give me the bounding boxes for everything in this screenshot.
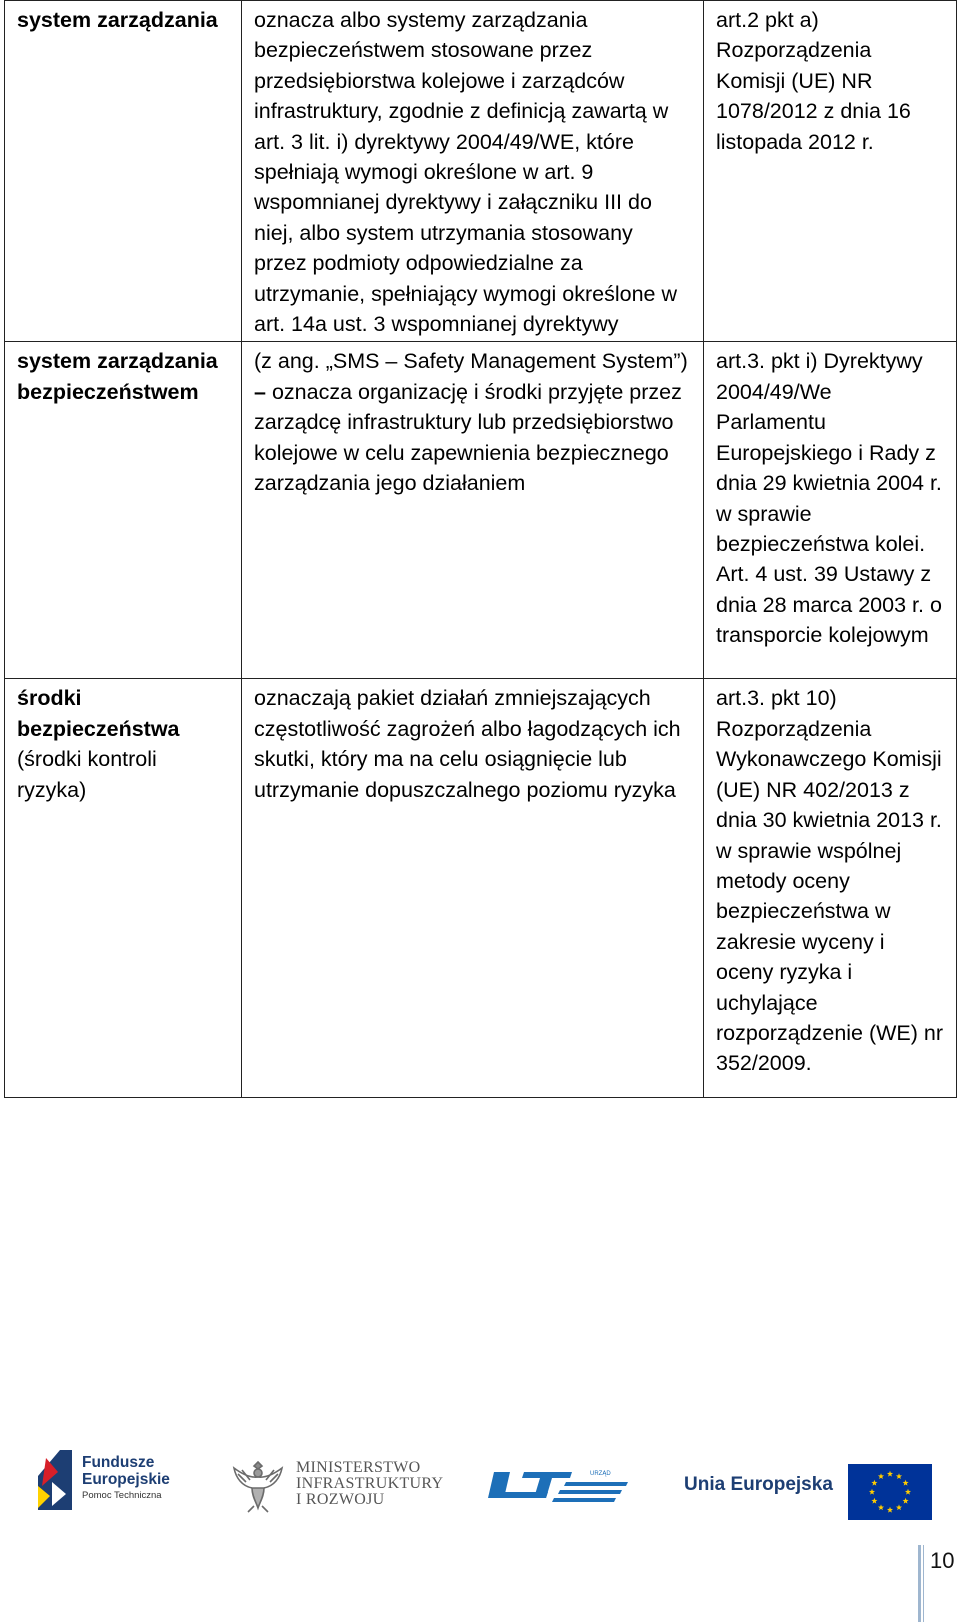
ministry-line2: INFRASTRUKTURY [296, 1475, 444, 1492]
source-text: art.3. pkt 10) Rozporządzenia Wykonawczego Komisji (UE) NR 402/2013 z dnia 30 kwietnia 2013 r. w sprawie wspólnej metody oceny bezpieczeństwa w zakresie wyceny i oceny ryzyka i uchylające rozporządzenie (WE) nr 352/2009. [716, 686, 944, 1076]
fe-line1: Fundusze [82, 1454, 155, 1471]
fe-line3: Pomoc Techniczna [82, 1490, 162, 1501]
page-number-rule [918, 1545, 921, 1622]
page-number: 10 [930, 1548, 955, 1573]
definition-text: oznacza organizację i środki przyjęte przez zarządcę infrastruktury lub przedsiębiorstwo kolejowe w celu zapewnienia bezpiecznego zarządzania jego działaniem [254, 379, 682, 496]
ue-label: Unia Europejska [684, 1474, 833, 1495]
eu-flag-icon [848, 1464, 932, 1520]
definition-text: oznacza albo systemy zarządzania bezpieczeństwem stosowane przez przedsiębiorstwa kolejowe i zarządców infrastruktury, zgodnie z definicją zawartą w art. 3 lit. i) dyrektywy 2004/49/WE, które spełniają wymogi określone w art. 9 wspomnianej dyrektywy i załączniku III do niej, albo system utrzymania stosowany przez podmioty odpowiedzialne za utrzymanie, spełniający wymogi określone w art. 14a ust. 3 wspomnianej dyrektywy [254, 8, 678, 337]
fe-line2: Europejskie [82, 1471, 170, 1488]
unia-europejska-logo [684, 1464, 946, 1520]
term-note: (środki kontroli ryzyka) [17, 747, 157, 802]
page-number-rule-thin [923, 1545, 924, 1622]
table-row [5, 679, 957, 1098]
ministry-line3: I ROZWOJU [296, 1491, 385, 1508]
fundusze-europejskie-logo [38, 1450, 198, 1512]
definition-prefix: (z ang. „SMS – Safety Management System”) [254, 349, 688, 374]
table-row [5, 342, 957, 679]
source-cell [704, 679, 957, 1098]
utk-logo [488, 1464, 638, 1508]
definition-dash: – [254, 379, 266, 404]
term-cell [5, 342, 242, 679]
term-label: system zarządzania [17, 8, 218, 32]
ministry-text [296, 1460, 443, 1508]
fundusze-europejskie-text [82, 1454, 170, 1502]
glossary-table [4, 0, 957, 1098]
definition-cell [242, 1, 704, 342]
ministry-line1: MINISTERSTWO [296, 1459, 421, 1476]
polish-eagle-icon [230, 1456, 286, 1514]
source-text: art.3. pkt i) Dyrektywy 2004/49/We Parlamentu Europejskiego i Rady z dnia 29 kwietnia 2004 r. w sprawie bezpieczeństwa kolei. Art. 4 ust. 39 Ustawy z dnia 28 marca 2003 r. o transporcie kolejowym [716, 349, 942, 648]
table-row [5, 1, 957, 342]
ministry-logo [230, 1456, 450, 1516]
term-cell [5, 1, 242, 342]
fundusze-europejskie-mark-icon [38, 1450, 72, 1510]
definition-cell [242, 342, 704, 679]
term-label: środki bezpieczeństwa [17, 686, 180, 741]
definition-cell [242, 679, 704, 1098]
source-cell [704, 342, 957, 679]
source-cell [704, 1, 957, 342]
utk-small-label: URZĄD [590, 1471, 611, 1477]
footer-logos [0, 1440, 960, 1520]
source-text: art.2 pkt a) Rozporządzenia Komisji (UE) NR 1078/2012 z dnia 16 listopada 2012 r. [716, 8, 911, 154]
term-cell [5, 679, 242, 1098]
term-label: system zarządzania bezpieczeństwem [17, 349, 218, 404]
definition-text: oznaczają pakiet działań zmniejszających częstotliwość zagrożeń albo łagodzących ich skutki, który ma na celu osiągnięcie lub utrzymanie dopuszczalnego poziomu ryzyka [254, 686, 681, 802]
